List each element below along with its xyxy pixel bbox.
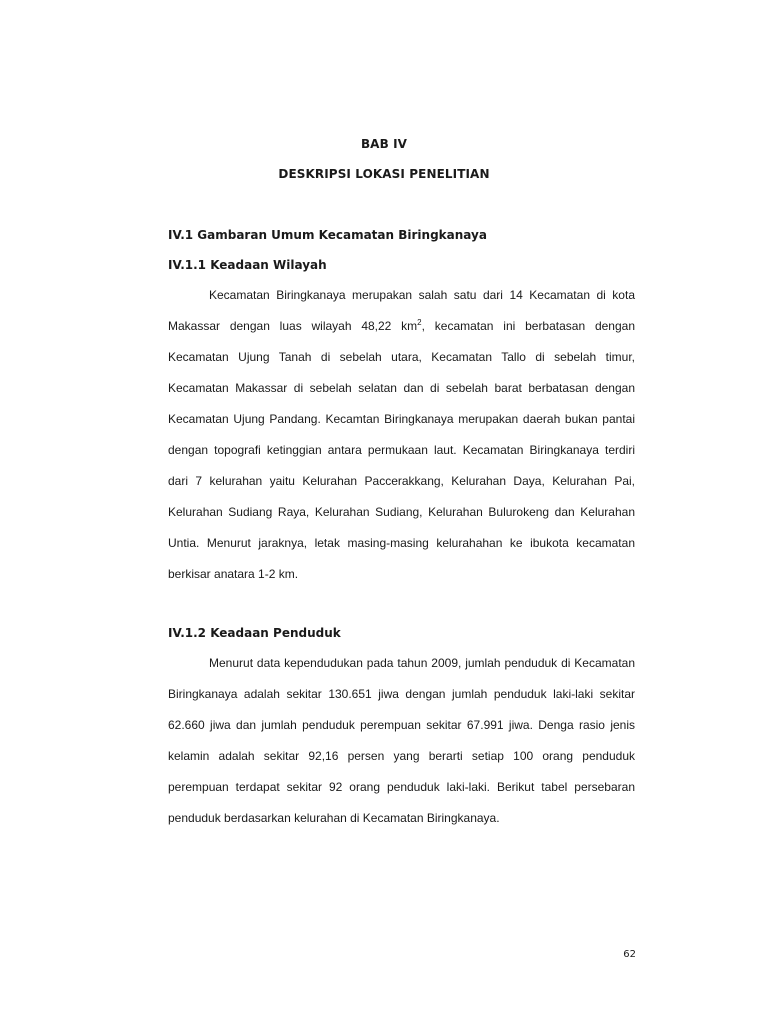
page-number: 62 bbox=[623, 949, 636, 960]
chapter-number: BAB IV bbox=[360, 137, 408, 151]
paragraph-wilayah bbox=[168, 280, 635, 590]
superscript-two: 2 bbox=[417, 318, 422, 327]
paragraph-penduduk: Menurut data kependudukan pada tahun 2009, jumlah penduduk di Kecamatan Biringkanaya adalah sekitar 130.651 jiwa dengan jumlah penduduk laki-laki sekitar 62.660 jiwa dan jumlah penduduk perempuan sekitar 67.991 jiwa. Denga rasio jenis kelamin adalah sekitar 92,16 persen yang berarti setiap 100 orang penduduk perempuan terdapat sekitar 92 orang penduduk laki-laki. Berikut tabel persebaran penduduk berdasarkan kelurahan di Kecamatan Biringkanaya. bbox=[168, 656, 635, 825]
subsection-heading-wilayah: IV.1.1 Keadaan Wilayah bbox=[168, 258, 327, 272]
section-heading: IV.1 Gambaran Umum Kecamatan Biringkanaya bbox=[168, 228, 487, 242]
subsection-heading-penduduk: IV.1.2 Keadaan Penduduk bbox=[168, 626, 341, 640]
paragraph-wilayah-text-a: Kecamatan Biringkanaya merupakan salah satu dari 14 Kecamatan di kota Makassar dengan luas wilayah 48,22 km bbox=[168, 288, 635, 333]
chapter-title: DESKRIPSI LOKASI PENELITIAN bbox=[278, 167, 490, 181]
paragraph-wilayah-text-b: , kecamatan ini berbatasan dengan Kecamatan Ujung Tanah di sebelah utara, Kecamatan Tallo di sebelah timur, Kecamatan Makassar di sebelah selatan dan di sebelah barat berbatasan dengan Kecamatan Ujung Pandang. Kecamtan Biringkanaya merupakan daerah bukan pantai dengan topografi ketinggian antara permukaan laut. Kecamatan Biringkanaya terdiri dari 7 kelurahan yaitu Kelurahan Paccerakkang, Kelurahan Daya, Kelurahan Pai, Kelurahan Sudiang Raya, Kelurahan Sudiang, Kelurahan Bulurokeng dan Kelurahan Untia. Menurut jaraknya, letak masing-masing kelurahahan ke ibukota kecamatan berkisar anatara 1-2 km. bbox=[168, 319, 635, 581]
